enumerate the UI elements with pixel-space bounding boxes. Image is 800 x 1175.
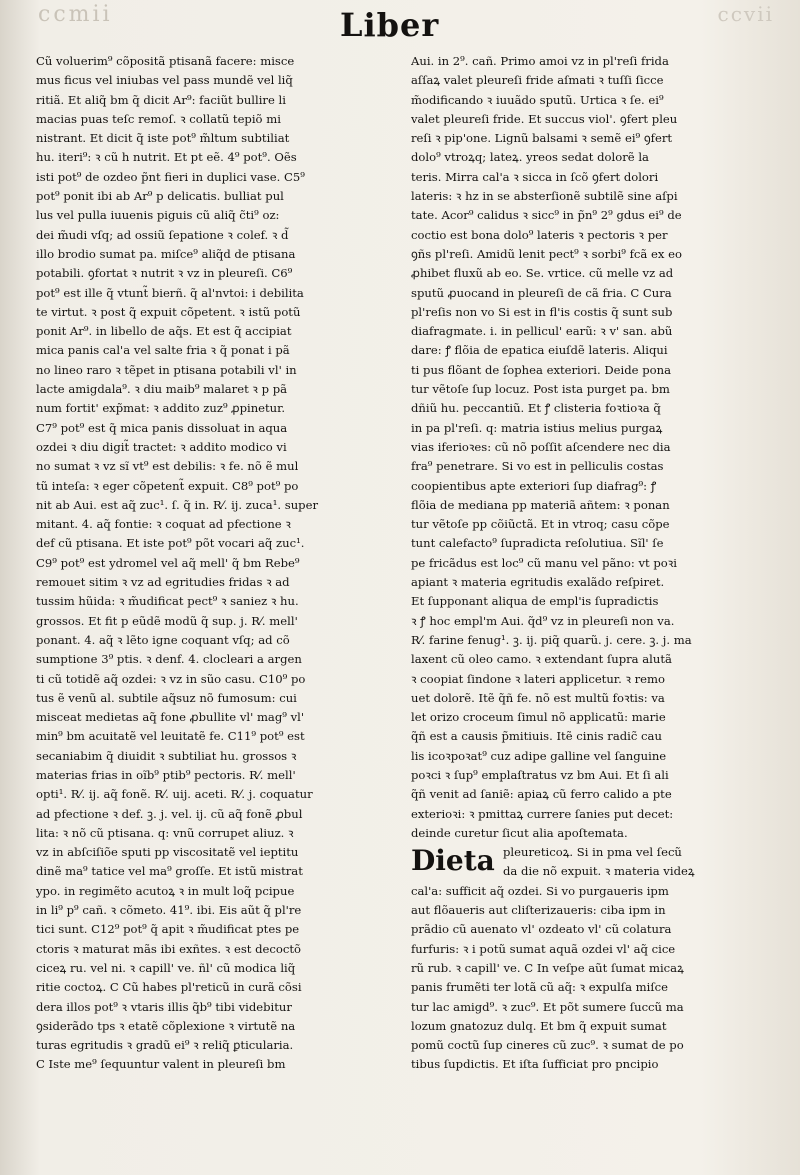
text-line: lus vel pulla iuuenis piguis cũ aliq̃ c̃ti⁹ oz: <box>36 208 280 223</box>
text-line: sputũ ꝓuocand in pleureſi de cã fria. C Cura <box>411 285 672 300</box>
text-line: nit ab Aui. est aq̃ zuc¹. ſ. q̃ in. R⁄. ij. zuca¹. super <box>36 497 318 512</box>
text-line: deinde curetur ſicut alia apoſtemata. <box>411 825 628 840</box>
right-column-bottom <box>411 882 771 1075</box>
text-line: pl'reſis non vo Si est in fl'is costis q̃ sunt sub <box>411 304 673 319</box>
text-line: vz in abſciſiõe sputi pp viscositatẽ vel ieptitu <box>36 845 299 860</box>
text-line: in pa pl'reſi. q: matria istius melius purgaꝝ <box>411 420 663 435</box>
text-line: cal'a: sufficit aq̃ ozdei. Si vo purgaueris ipm <box>411 883 669 898</box>
text-line: dei m̃udi vſq; ad ossiũ ſepatione ꝛ colef. ꝛ d̃ <box>36 227 289 242</box>
text-line: dolo⁹ vtroꝝq; lateꝝ. yreos sedat dolorẽ la <box>411 150 649 165</box>
text-line: rũ rub. ꝛ capill' ve. C In veſpe aũt ſumat micaꝝ <box>411 960 684 975</box>
text-line: ponit Ar⁹. in libello de aq̃s. Et est q̃ accipiat <box>36 324 292 339</box>
text-line: Aui. in 2⁹. cañ. Primo amoi vz in pl'reſi frida <box>411 54 669 68</box>
text-line: coopientibus apte exteriori ſup diafrag⁹: ꝭ <box>411 478 657 493</box>
text-line: dare: ꝭ flõia de epatica eiuſdẽ lateris. Aliqui <box>411 343 668 358</box>
text-line: let orizo croceum ſimul nõ applicatũ: marie <box>411 710 666 725</box>
text-line: q̃ñ venit ad ſaniẽ: apiaꝝ cũ ferro calido a pte <box>411 787 672 802</box>
text-line: lis icoꝛpoꝛat⁹ cuz adipe galline vel ſanguine <box>411 748 667 763</box>
text-line: Cũ voluerim⁹ cõpositã ptisanã facere: misce <box>36 54 295 68</box>
text-line: tur lac amigd⁹. ꝛ zuc⁹. Et põt sumere ſuccũ ma <box>411 999 684 1014</box>
text-line: pot⁹ ponit ibi ab Ar⁹ p delicatis. bulliat pul <box>36 189 284 204</box>
text-line: aut flõaueris aut cliſterizaueris: ciba ipm in <box>411 903 666 918</box>
text-line: opti¹. R⁄. ij. aq̃ fonẽ. R⁄. uij. aceti. R⁄. j. coquatur <box>36 787 313 802</box>
text-line: aſſaꝝ valet pleureſi fride aſmati ꝛ tuſſi ſicce <box>411 73 664 88</box>
text-line: prãdio cũ auenato vl' ozdeato vl' cũ colatura <box>411 922 672 937</box>
text-line: def cũ ptisana. Et iste pot⁹ põt vocari aq̃ zuc¹. <box>36 536 305 551</box>
text-line: poꝛci ꝛ ſup⁹ emplaſtratus vz bm Aui. Et ſi ali <box>411 767 669 782</box>
text-line: C7⁹ pot⁹ est q̃ mica panis dissoluat in aqua <box>36 420 288 435</box>
text-line: ꝛ ꝭ hoc empl'm Aui. q̃d⁹ vz in pleureſi non va. <box>411 613 675 628</box>
text-line: dinẽ ma⁹ tatice vel ma⁹ groſſe. Et istũ mistrat <box>36 864 303 879</box>
text-line: macias puas teſc remoſ. ꝛ collatũ tepiõ mi <box>36 111 281 126</box>
text-line: diafragmate. i. in pellicul' earũ: ꝛ v' san. abũ <box>411 324 673 339</box>
text-line: ritie coctoꝝ. C Cũ habes pl'reticũ in curã cõsi <box>36 980 302 995</box>
text-line: pomũ coctũ ſup cineres cũ zuc⁹. ꝛ sumat de po <box>411 1038 684 1053</box>
text-line: laxent cũ oleo camo. ꝛ extendant ſupra alutã <box>411 652 672 667</box>
text-line: pe fricãdus est loc⁹ cũ manu vel pãno: vt poꝛi <box>411 555 677 570</box>
text-line: potabili. ꝯfortat ꝛ nutrit ꝛ vz in pleureſi. C6⁹ <box>36 266 293 281</box>
dieta-initial-word: Dieta <box>411 844 495 878</box>
text-line: secaniabim q̃ diuidit ꝛ subtiliat hu. grossos ꝛ <box>36 748 297 763</box>
text-line: ti cũ totidẽ aq̃ ozdei: ꝛ vz in sũo casu. C10⁹ po <box>36 671 306 686</box>
text-line: coctio est bona dolo⁹ lateris ꝛ pectoris ꝛ per <box>411 227 668 242</box>
text-line: dñiũ hu. peccantiũ. Et ꝭ clisteria foꝛtioꝛa q̃ <box>411 401 661 416</box>
text-line: C9⁹ pot⁹ est ydromel vel aq̃ mell' q̃ bm Rebe⁹ <box>36 555 300 570</box>
text-line: tussim hũida: ꝛ m̃udificat pect⁹ ꝛ saniez ꝛ hu. <box>36 594 299 609</box>
left-column <box>36 52 404 1075</box>
text-line: ponant. 4. aq̃ ꝛ lẽto igne coquant vſq; ad cõ <box>36 632 290 647</box>
right-column-top <box>411 52 771 843</box>
text-line: apiant ꝛ materia egritudis exalãdo reſpiret. <box>411 575 665 590</box>
text-line: ritiã. Et aliq̃ bm q̃ dicit Ar⁹: faciũt bullire li <box>36 92 286 107</box>
text-line: tunt calefacto⁹ ſupradicta reſolutiua. Sĩl' ſe <box>411 536 664 551</box>
right-column <box>411 52 771 1075</box>
text-line: remouet sitim ꝛ vz ad egritudies fridas ꝛ ad <box>36 575 290 590</box>
text-line: flõia de mediana pp materiã añtem: ꝛ ponan <box>411 497 670 512</box>
text-line: mitant. 4. aq̃ fontie: ꝛ coquat ad pfectione ꝛ <box>36 517 291 532</box>
text-line: pot⁹ est ille q̃ vtunt̃ bierñ. q̃ al'nvtoi: i debilita <box>36 285 304 300</box>
text-line: hu. iteri⁹: ꝛ cũ h nutrit. Et pt eẽ. 4⁹ pot⁹. Oẽs <box>36 150 297 165</box>
text-line: C Iste me⁹ ſequuntur valent in pleureſi bm <box>36 1057 286 1072</box>
text-line: tũ inteſa: ꝛ eger cõpetent̃ expuit. C8⁹ pot⁹ po <box>36 478 299 493</box>
text-line: illo brodio sumat pa. miſce⁹ aliq̃d de ptisana <box>36 246 296 261</box>
text-line: tate. Acor⁹ calidus ꝛ sicc⁹ in p̃n⁹ 2⁹ gdus ei⁹ de <box>411 208 682 223</box>
text-line: tus ẽ venũ al. subtile aq̃suz nõ fumosum: cui <box>36 690 297 705</box>
text-line: lacte amigdala⁹. ꝛ diu maib⁹ malaret ꝛ p pã <box>36 382 288 397</box>
text-line: ad pfectione ꝛ def. ꝫ. j. vel. ij. cũ aq̃ fonẽ ꝓbul <box>36 806 303 821</box>
text-line: panis frumẽti ter lotã cũ aq̃: ꝛ expulſa miſce <box>411 980 669 995</box>
text-line: exterioꝛi: ꝛ pmittaꝝ currere ſanies put decet: <box>411 806 674 821</box>
text-line: lateris: ꝛ hz in se absterſionẽ subtilẽ sine aſpi <box>411 189 678 204</box>
text-line: Et ſupponant aliqua de empl'is ſupradictis <box>411 594 659 609</box>
text-line: tur vẽtoſe pp cõiũctã. Et in vtroq; casu cõpe <box>411 517 670 532</box>
text-line: uet dolorẽ. Itẽ q̃ñ fe. nõ est multũ foꝛtis: va <box>411 690 665 705</box>
faint-header-left: ccmii <box>38 2 113 27</box>
text-line: ꝛ coopiat ſindone ꝛ lateri applicetur. ꝛ remo <box>411 671 666 686</box>
text-line: grossos. Et fit p eũdẽ modũ q̃ sup. j. R⁄. mell' <box>36 613 298 628</box>
text-line: vias iferioꝛes: cũ nõ poſſit aſcendere nec dia <box>411 439 671 454</box>
text-line: furfuris: ꝛ i potũ sumat aquã ozdei vl' aq̃ cice <box>411 941 676 956</box>
text-line: dera illos pot⁹ ꝛ vtaris illis q̃b⁹ tibi videbitur <box>36 999 292 1014</box>
text-line: tici sunt. C12⁹ pot⁹ q̃ apit ꝛ m̃udificat ptes pe <box>36 922 300 937</box>
running-head: Liber <box>340 6 440 44</box>
dieta-line-1: pleureticoꝝ. Si in pma vel ſecũ <box>503 845 682 860</box>
faint-header-right: ccvii <box>717 2 774 26</box>
text-line: tur vẽtoſe ſup locuz. Post ista purget pa. bm <box>411 382 670 397</box>
text-line: teris. Mirra cal'a ꝛ sicca in ſcõ ꝯfert dolori <box>411 169 659 184</box>
dieta-section-heading <box>411 843 771 882</box>
text-line: lita: ꝛ nõ cũ ptisana. q: vnũ corrupet aliuz. ꝛ <box>36 825 294 840</box>
dieta-line-2: da die nõ expuit. ꝛ materia videꝝ <box>503 864 695 879</box>
text-line: te virtut. ꝛ post q̃ expuit cõpetent. ꝛ istũ potũ <box>36 304 301 319</box>
text-line: ypo. in regimẽto acutoꝝ ꝛ in mult loq̃ pcipue <box>36 883 295 898</box>
text-line: mica panis cal'a vel salte fria ꝛ q̃ ponat i pã <box>36 343 290 358</box>
text-line: ꝓhibet fluxũ ab eo. Se. vrtice. cũ melle vz ad <box>411 266 674 281</box>
text-line: tibus ſupdictis. Et iſta ſufficiat pro pncipio <box>411 1057 659 1072</box>
text-line: ciceꝝ ru. vel ni. ꝛ capill' ve. ñl' cũ modica liq̃ <box>36 960 296 975</box>
text-line: reſi ꝛ pip'one. Lignũ balsami ꝛ semẽ ei⁹ ꝯfert <box>411 131 673 146</box>
text-line: misceat medietas aq̃ fone ꝓbullite vl' mag⁹ vl' <box>36 710 305 725</box>
text-line: min⁹ bm acuitatẽ vel leuitatẽ fe. C11⁹ pot⁹ est <box>36 729 305 744</box>
text-line: no sumat ꝛ vz sĩ vt⁹ est debilis: ꝛ fe. nõ ẽ mul <box>36 459 299 474</box>
text-line: no lineo raro ꝛ tẽpet in ptisana potabili vl' in <box>36 362 297 377</box>
text-line: mus ficus vel iniubas vel pass mundẽ vel liq̃ <box>36 73 293 88</box>
text-line: lozum gnatozuz dulq. Et bm q̃ expuit sumat <box>411 1018 667 1033</box>
text-line: ꝯñs pl'reſi. Amidũ lenit pect⁹ ꝛ sorbi⁹ fcã ex eo <box>411 246 682 261</box>
text-line: ꝯsiderãdo tps ꝛ etatẽ cõplexione ꝛ virtutẽ na <box>36 1018 296 1033</box>
text-line: ozdei ꝛ diu digit̃ tractet: ꝛ addito modico vi <box>36 439 287 454</box>
text-line: valet pleureſi fride. Et succus viol'. ꝯfert pleu <box>411 111 678 126</box>
text-line: in li⁹ p⁹ cañ. ꝛ cõmeto. 41⁹. ibi. Eis aũt q̃ pl're <box>36 903 302 918</box>
text-line: sumptione 3⁹ ptis. ꝛ denf. 4. clocleari a argen <box>36 652 302 667</box>
text-line: num fortit' exp̃mat: ꝛ addito zuz⁹ ꝓpinetur. <box>36 401 286 416</box>
text-line: m̃odificando ꝛ iuuãdo sputũ. Urtica ꝛ ſe. ei⁹ <box>411 92 664 107</box>
text-line: ctoris ꝛ maturat mãs ibi exñtes. ꝛ est decoctõ <box>36 941 302 956</box>
text-line: ti pus flõant de ſophea exteriori. Deide pona <box>411 362 671 377</box>
text-line: fra⁹ penetrare. Si vo est in pelliculis costas <box>411 459 664 474</box>
text-line: R⁄. farine fenug¹. ꝫ. ij. piq̃ quarũ. j. cere. ꝫ. j. ma <box>411 632 692 647</box>
text-line: turas egritudis ꝛ gradũ ei⁹ ꝛ reliq̃ ꝑticularia. <box>36 1038 294 1053</box>
text-line: nistrant. Et dicit q̃ iste pot⁹ m̃ltum subtiliat <box>36 131 290 146</box>
text-line: q̃ñ est a causis p̃mitiuis. Itẽ cinis radic̃ cau <box>411 729 662 744</box>
text-line: materias frias in oĩb⁹ ptib⁹ pectoris. R⁄. mell' <box>36 767 296 782</box>
text-line: isti pot⁹ de ozdeo p̃nt fieri in duplici vase. C5⁹ <box>36 169 305 184</box>
